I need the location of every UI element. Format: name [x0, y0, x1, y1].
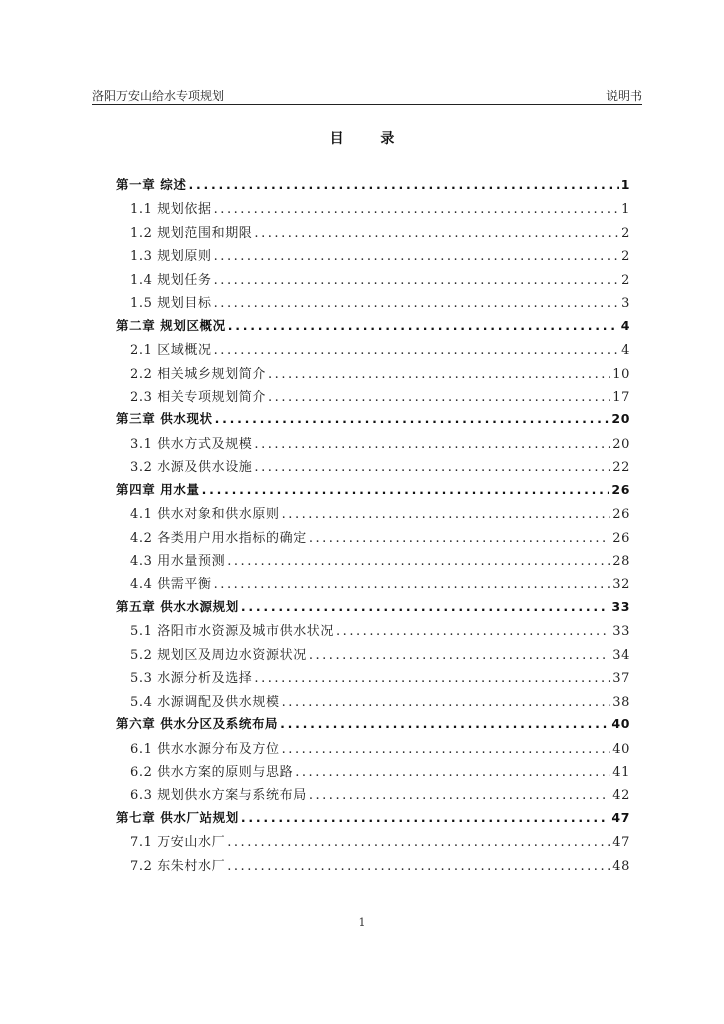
toc-dot-leader — [254, 226, 619, 241]
toc-entry-page: 4 — [620, 317, 630, 333]
toc-entry-label: 1.3 规划原则 — [130, 249, 212, 265]
toc-entry-label: 7.1 万安山水厂 — [130, 835, 226, 851]
toc-entry-page: 4 — [621, 343, 630, 359]
toc-entry-label: 2.1 区域概况 — [130, 343, 212, 359]
toc-entry-page: 22 — [612, 460, 630, 476]
toc-dot-leader — [188, 177, 618, 192]
toc-section-entry — [116, 503, 630, 526]
toc-entry-label: 第一章 综述 — [116, 177, 187, 192]
table-of-contents — [116, 175, 630, 878]
toc-entry-page: 2 — [621, 272, 630, 288]
toc-entry-page: 40 — [611, 716, 630, 732]
toc-entry-label: 第四章 用水量 — [116, 481, 200, 497]
toc-entry-label: 2.2 相关城乡规划简介 — [130, 366, 267, 382]
toc-section-entry — [116, 269, 630, 292]
toc-section-entry — [116, 831, 630, 854]
toc-entry-label: 4.1 供水对象和供水原则 — [130, 507, 280, 523]
toc-entry-page: 40 — [612, 741, 630, 757]
toc-entry-page: 48 — [612, 858, 630, 874]
header-document-type: 说明书 — [605, 89, 642, 103]
toc-entry-label: 5.2 规划区及周边水资源状况 — [130, 647, 307, 663]
toc-section-entry — [116, 855, 630, 878]
toc-entry-label: 1.5 规划目标 — [130, 296, 212, 312]
toc-dot-leader — [227, 835, 610, 850]
toc-section-entry — [116, 339, 630, 362]
toc-entry-label: 3.1 供水方式及规模 — [130, 436, 253, 452]
toc-entry-page: 47 — [611, 809, 630, 825]
toc-section-entry — [116, 644, 630, 667]
toc-dot-leader — [268, 390, 610, 405]
toc-section-entry — [116, 292, 630, 315]
toc-dot-leader — [214, 273, 620, 288]
toc-entry-label: 第二章 规划区概况 — [116, 317, 226, 333]
page-number: 1 — [358, 916, 366, 929]
toc-entry-label: 第三章 供水现状 — [116, 411, 213, 427]
page-header — [92, 86, 642, 105]
toc-chapter-entry — [116, 714, 630, 737]
toc-section-entry — [116, 527, 630, 550]
toc-dot-leader — [309, 648, 610, 663]
toc-dot-leader — [241, 810, 610, 825]
toc-entry-label: 4.2 各类用户用水指标的确定 — [130, 530, 307, 546]
toc-section-entry — [116, 667, 630, 690]
toc-section-entry — [116, 456, 630, 479]
toc-dot-leader — [254, 437, 610, 452]
toc-entry-label: 1.2 规划范围和期限 — [130, 225, 253, 241]
toc-chapter-entry — [116, 409, 630, 432]
toc-entry-page: 17 — [612, 389, 630, 405]
toc-entry-label: 7.2 东朱村水厂 — [130, 858, 226, 874]
toc-entry-label: 1.1 规划依据 — [130, 202, 212, 218]
toc-section-entry — [116, 738, 630, 761]
toc-entry-label: 6.3 规划供水方案与系统布局 — [130, 788, 307, 804]
toc-dot-leader — [282, 742, 611, 757]
toc-dot-leader — [215, 411, 610, 426]
toc-dot-leader — [214, 202, 620, 217]
toc-entry-page: 26 — [612, 530, 630, 546]
toc-entry-label: 5.3 水源分析及选择 — [130, 671, 253, 687]
toc-entry-page: 33 — [612, 624, 630, 640]
toc-entry-page: 32 — [612, 577, 630, 593]
toc-chapter-entry — [116, 316, 630, 339]
toc-section-entry — [116, 550, 630, 573]
toc-entry-page: 2 — [621, 225, 630, 241]
toc-entry-label: 第七章 供水厂站规划 — [116, 809, 239, 825]
toc-dot-leader — [309, 531, 610, 546]
toc-entry-label: 第五章 供水水源规划 — [116, 598, 239, 614]
toc-section-entry — [116, 222, 630, 245]
toc-dot-leader — [309, 788, 610, 803]
toc-entry-page: 42 — [612, 788, 630, 804]
toc-entry-label: 2.3 相关专项规划简介 — [130, 389, 267, 405]
toc-entry-label: 第六章 供水分区及系统布局 — [116, 716, 279, 732]
toc-dot-leader — [214, 577, 611, 592]
header-document-title: 洛阳万安山给水专项规划 — [92, 89, 225, 103]
toc-chapter-entry — [116, 597, 630, 620]
toc-entry-page: 38 — [612, 694, 630, 710]
toc-dot-leader — [268, 367, 610, 382]
toc-entry-label: 3.2 水源及供水设施 — [130, 460, 253, 476]
toc-dot-leader — [282, 695, 611, 710]
toc-dot-leader — [228, 318, 619, 333]
toc-entry-page: 37 — [612, 671, 630, 687]
toc-dot-leader — [254, 671, 610, 686]
toc-dot-leader — [202, 482, 610, 497]
toc-section-entry — [116, 433, 630, 456]
toc-section-entry — [116, 691, 630, 714]
toc-entry-label: 4.4 供需平衡 — [130, 577, 212, 593]
toc-entry-page: 1 — [621, 202, 630, 218]
toc-entry-page: 2 — [621, 249, 630, 265]
toc-dot-leader — [241, 599, 610, 614]
toc-chapter-entry — [116, 480, 630, 503]
toc-section-entry — [116, 761, 630, 784]
toc-dot-leader — [214, 343, 620, 358]
toc-dot-leader — [214, 249, 620, 264]
toc-entry-page: 28 — [612, 554, 630, 569]
toc-section-entry — [116, 363, 630, 386]
toc-dot-leader — [295, 765, 610, 780]
toc-entry-page: 1 — [620, 177, 630, 192]
toc-entry-label: 5.1 洛阳市水资源及城市供水状况 — [130, 624, 335, 640]
toc-entry-label: 5.4 水源调配及供水规模 — [130, 694, 280, 710]
toc-entry-label: 6.1 供水水源分布及方位 — [130, 741, 280, 757]
toc-dot-leader — [227, 554, 610, 569]
toc-section-entry — [116, 386, 630, 409]
toc-dot-leader — [280, 716, 609, 731]
toc-section-entry — [116, 620, 630, 643]
toc-section-entry — [116, 573, 630, 596]
toc-title: 目 录 — [329, 131, 411, 147]
toc-entry-page: 34 — [612, 647, 630, 663]
toc-section-entry — [116, 784, 630, 807]
toc-entry-page: 10 — [612, 366, 630, 382]
toc-section-entry — [116, 245, 630, 268]
toc-entry-label: 1.4 规划任务 — [130, 272, 212, 288]
toc-entry-label: 6.2 供水方案的原则与思路 — [130, 764, 294, 780]
toc-dot-leader — [227, 859, 610, 874]
toc-chapter-entry — [116, 808, 630, 831]
toc-entry-page: 26 — [611, 481, 630, 497]
toc-entry-page: 20 — [612, 436, 630, 452]
toc-entry-page: 41 — [612, 764, 630, 780]
toc-entry-page: 33 — [611, 598, 630, 614]
toc-entry-page: 26 — [612, 507, 630, 523]
toc-entry-page: 3 — [621, 296, 630, 312]
toc-dot-leader — [336, 624, 610, 639]
toc-entry-page: 47 — [612, 835, 630, 851]
toc-dot-leader — [282, 507, 611, 522]
toc-chapter-entry — [116, 175, 630, 198]
toc-section-entry — [116, 198, 630, 221]
toc-dot-leader — [254, 460, 610, 475]
toc-entry-page: 20 — [611, 411, 630, 427]
toc-entry-label: 4.3 用水量预测 — [130, 554, 226, 569]
toc-dot-leader — [214, 296, 620, 311]
